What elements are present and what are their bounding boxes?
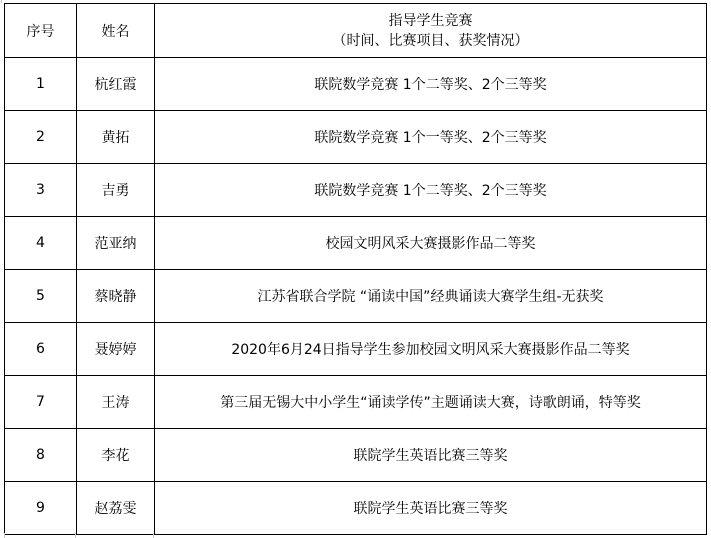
row-award-cell: 联院数学竞赛 1个二等奖、2个三等奖	[155, 164, 707, 217]
header-cell-no: 序号	[5, 4, 77, 58]
table-row	[5, 58, 707, 111]
table-row	[5, 111, 707, 164]
row-no-cell: 2	[5, 111, 77, 164]
row-award-cell: 联院学生英语比赛三等奖	[155, 482, 707, 535]
header-row	[5, 4, 707, 58]
table-row	[5, 429, 707, 482]
header-award-title: 指导学生竞赛	[388, 12, 473, 29]
header-award-subtitle: （时间、比赛项目、获奖情况）	[332, 32, 529, 49]
table-row	[5, 270, 707, 323]
row-award-cell: 联院数学竞赛 1个二等奖、2个三等奖	[155, 58, 707, 111]
row-name-cell: 王涛	[77, 376, 155, 429]
row-no-cell: 1	[5, 58, 77, 111]
row-award-cell: 校园文明风采大赛摄影作品二等奖	[155, 217, 707, 270]
row-award-cell: 第三届无锡大中小学生“诵读学传”主题诵读大赛，诗歌朗诵，特等奖	[155, 376, 707, 429]
row-award-cell: 联院学生英语比赛三等奖	[155, 429, 707, 482]
row-name-cell: 赵荔雯	[77, 482, 155, 535]
row-name-cell: 吉勇	[77, 164, 155, 217]
gridline-stub	[4, 533, 5, 538]
table-row	[5, 376, 707, 429]
row-name-cell: 杭红霞	[77, 58, 155, 111]
row-name-cell: 蔡晓静	[77, 270, 155, 323]
row-award-cell: 2020年6月24日指导学生参加校园文明风采大赛摄影作品二等奖	[155, 323, 707, 376]
table-row	[5, 164, 707, 217]
table-row	[5, 323, 707, 376]
row-name-cell: 黄拓	[77, 111, 155, 164]
table-row	[5, 482, 707, 535]
row-no-cell: 5	[5, 270, 77, 323]
row-name-cell: 李花	[77, 429, 155, 482]
row-no-cell: 9	[5, 482, 77, 535]
header-cell-award	[155, 4, 707, 58]
awards-table	[4, 3, 707, 535]
header-cell-name: 姓名	[77, 4, 155, 58]
gridline-stub	[1, 0, 2, 3]
row-name-cell: 范亚纳	[77, 217, 155, 270]
row-no-cell: 6	[5, 323, 77, 376]
row-name-cell: 聂婷婷	[77, 323, 155, 376]
row-award-cell: 江苏省联合学院 “诵读中国”经典诵读大赛学生组-无获奖	[155, 270, 707, 323]
row-no-cell: 3	[5, 164, 77, 217]
row-no-cell: 4	[5, 217, 77, 270]
gridline-stub	[75, 533, 76, 538]
row-no-cell: 7	[5, 376, 77, 429]
row-award-cell: 联院数学竞赛 1个一等奖、2个三等奖	[155, 111, 707, 164]
gridline-stub	[153, 533, 154, 538]
row-no-cell: 8	[5, 429, 77, 482]
table-row	[5, 217, 707, 270]
